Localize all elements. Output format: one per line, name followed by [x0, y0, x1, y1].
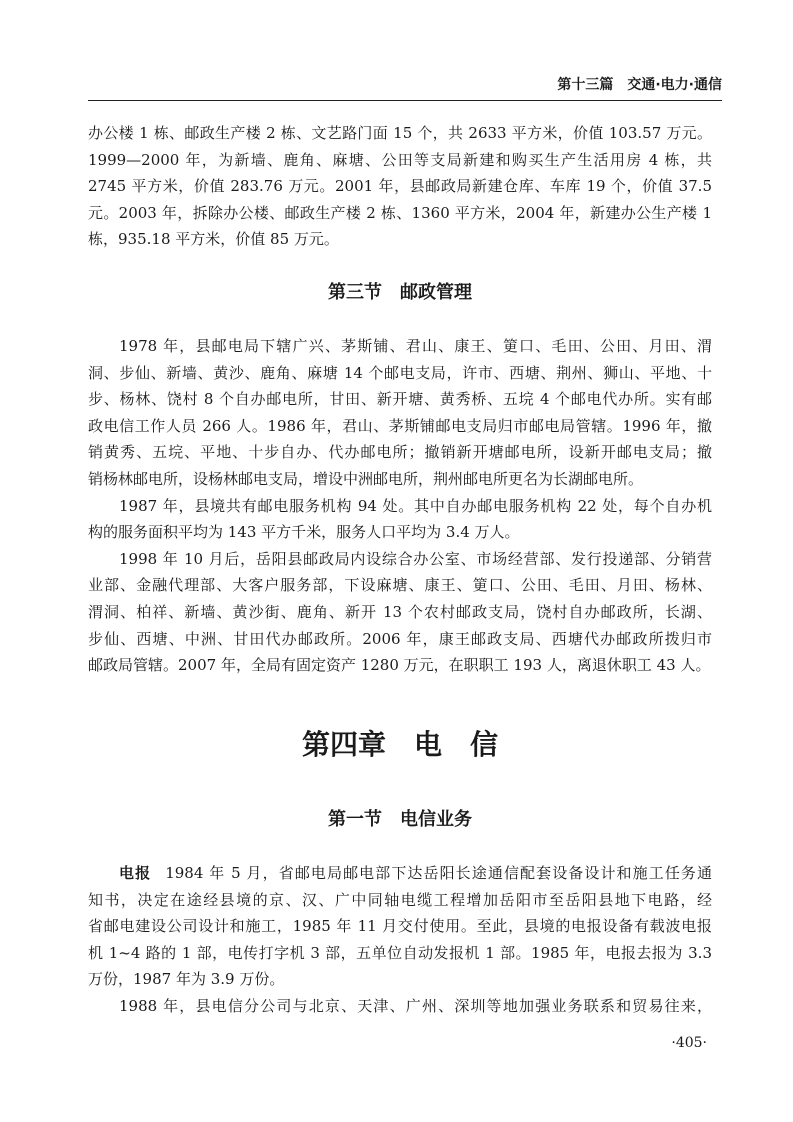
- text-line: 机 1~4 路的 1 部，电传打字机 3 部，五单位自动发报机 1 部。1985 年，电报去报为 3.3: [88, 943, 712, 962]
- topic-lead: 电报: [119, 864, 152, 882]
- text-line: [88, 860, 712, 887]
- postal-section-body: [88, 333, 712, 679]
- text-line: 省邮电建设公司设计和施工，1985 年 11 月交付使用。至此，县境的电报设备有载波电报: [88, 917, 712, 936]
- text-line: 步仙、西塘、中洲、甘田代办邮政所。2006 年，康王邮政支局、西塘代办邮政所拨归市: [88, 629, 712, 648]
- text-line: 1999—2000 年，为新墙、鹿角、麻塘、公田等支局新建和购买生产生活用房 4 栋，共: [88, 150, 712, 169]
- chapter-heading: 第四章 电 信: [301, 728, 498, 761]
- text-line: 步、杨林、饶村 8 个自办邮电所，甘田、新开塘、黄秀桥、五垸 4 个邮电代办所。实有邮: [88, 390, 712, 409]
- text-line: 渭洞、柏祥、新墙、黄沙街、鹿角、新开 13 个农村邮政支局，饶村自办邮政所，长湖、: [88, 602, 712, 621]
- continuation-paragraph: [88, 120, 712, 253]
- text-line: 政电信工作人员 266 人。1986 年，君山、茅斯铺邮电支局归市邮电局管辖。1996 年，撤: [88, 416, 712, 435]
- section-heading-postal: 第三节 邮政管理: [328, 282, 472, 303]
- text-line-content: 1984 年 5 月，省邮电局邮电部下达岳阳长途通信配套设备设计和施工任务通: [165, 864, 712, 882]
- text-line: 销杨林邮电所，设杨林邮电支局，增设中洲邮电所，荆州邮电所更名为长湖邮电所。: [88, 469, 644, 488]
- text-line: 1978 年，县邮电局下辖广兴、茅斯铺、君山、康王、筻口、毛田、公田、月田、渭: [119, 337, 712, 355]
- section-heading-telecom: 第一节 电信业务: [328, 809, 472, 830]
- text-line: 万份，1987 年为 3.9 万份。: [88, 970, 285, 989]
- header-rule: [88, 100, 722, 101]
- text-line: 元。2003 年，拆除办公楼、邮政生产楼 2 栋、1360 平方米，2004 年，新建办公生产楼 1: [88, 203, 712, 222]
- text-line: 1998 年 10 月后，岳阳县邮政局内设综合办公室、市场经营部、发行投递部、分销营: [119, 549, 712, 568]
- page-number: ·405·: [671, 1035, 707, 1051]
- text-line: 业部、金融代理部、大客户服务部，下设麻塘、康王、筻口、公田、毛田、月田、杨林、: [88, 576, 712, 595]
- text-line: 知书，决定在途经县境的京、汉、广中同轴电缆工程增加岳阳市至岳阳县地下电路，经: [88, 890, 712, 909]
- text-line: 邮政局管辖。2007 年，全局有固定资产 1280 万元，在职职工 193 人，离退休职工 43 人。: [88, 656, 711, 675]
- text-line: 1987 年，县境共有邮电服务机构 94 处。其中自办邮电服务机构 22 处，每个自办机: [119, 496, 712, 515]
- text-line: 栋，935.18 平方米，价值 85 万元。: [88, 230, 339, 249]
- text-line: 1988 年，县电信分公司与北京、天津、广州、深圳等地加强业务联系和贸易往来，: [119, 996, 712, 1015]
- text-line: 2745 平方米，价值 283.76 万元。2001 年，县邮政局新建仓库、车库 19 个，价值 37.5: [88, 177, 712, 196]
- text-line: 销黄秀、五垸、平地、十步自办、代办邮电所；撤销新开塘邮电所，设新开邮电支局；撤: [88, 443, 712, 462]
- text-line: 洞、步仙、新墙、黄沙、鹿角、麻塘 14 个邮电支局，许市、西塘、荆州、狮山、平地、十: [88, 363, 712, 382]
- text-line: 构的服务面积平均为 143 平方千米，服务人口平均为 3.4 万人。: [88, 523, 520, 542]
- text-line: 办公楼 1 栋、邮政生产楼 2 栋、文艺路门面 15 个，共 2633 平方米，价值 103.57 万元。: [88, 124, 712, 142]
- telecom-section-body: [88, 860, 712, 1020]
- running-header: 第十三篇 交通·电力·通信: [557, 77, 722, 93]
